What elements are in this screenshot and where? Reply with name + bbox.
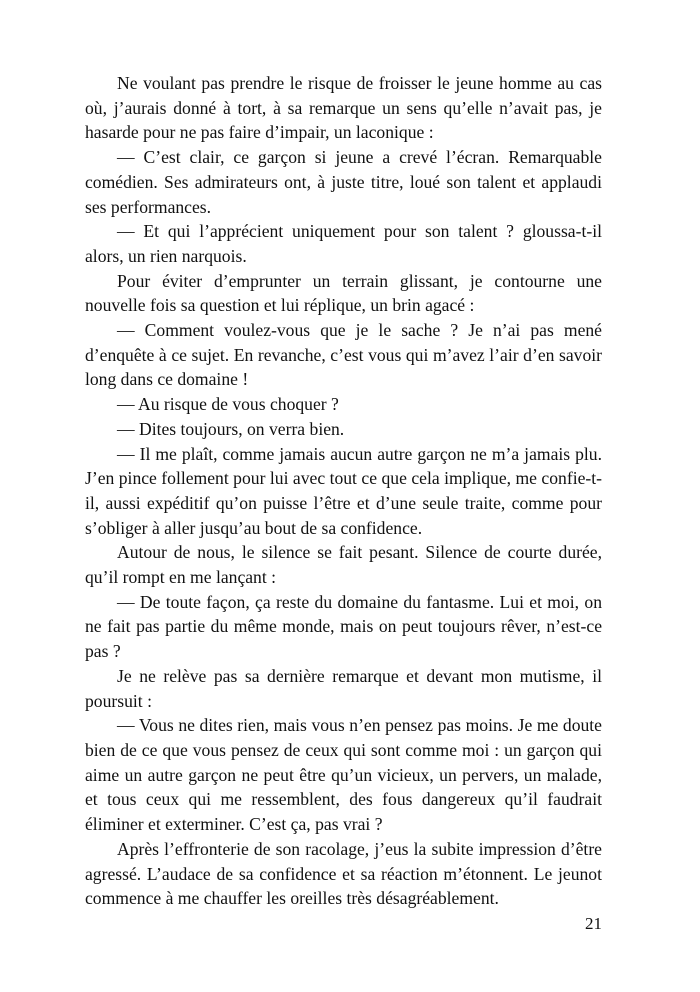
paragraph: Après l’effronterie de son racolage, j’eus la subite impression d’être agressé. L’audace de sa confidence et sa réaction m’étonnent. Le jeunot commence à me chauffer les oreilles très désagréablement. [85, 838, 602, 909]
page-number: 21 [585, 914, 602, 933]
paragraph: — Il me plaît, comme jamais aucun autre garçon ne m’a jamais plu. J’en pince follement pour lui avec tout ce que cela implique, me confie-t-il, aussi expéditif qu’on puisse l’être et d’une seule traite, comme pour s’obliger à aller jusqu’au bout de sa confidence. [85, 443, 602, 538]
paragraph: — Vous ne dites rien, mais vous n’en pensez pas moins. Je me doute bien de ce que vous pensez de ceux qui sont comme moi : un garçon qui aime un autre garçon ne peut être qu’un vicieux, un pervers, un malade, et tous ceux qui me ressemblent, des fous dangereux qu’il faudrait éliminer et exterminer. C’est ça, pas vrai ? [85, 715, 602, 835]
page-body [85, 71, 602, 911]
paragraph: Ne voulant pas prendre le risque de froisser le jeune homme au cas où, j’aurais donné à tort, à sa remarque un sens qu’elle n’avait pas, je hasarde pour ne pas faire d’impair, un laconique : [85, 73, 602, 143]
paragraph: Je ne relève pas sa dernière remarque et devant mon mutisme, il poursuit : [85, 665, 602, 711]
paragraph: — Et qui l’apprécient uniquement pour son talent ? gloussa-t-il alors, un rien narquois. [85, 221, 602, 266]
paragraph: — De toute façon, ça reste du domaine du fantasme. Lui et moi, on ne fait pas partie du même monde, mais on peut toujours rêver, n’est-ce pas ? [85, 591, 602, 662]
paragraph: Autour de nous, le silence se fait pesant. Silence de courte durée, qu’il rompt en me lançant : [85, 542, 602, 588]
paragraph: — Au risque de vous choquer ? [117, 394, 339, 415]
paragraph: — C’est clair, ce garçon si jeune a crevé l’écran. Remarquable comédien. Ses admirateurs ont, à juste titre, loué son talent et applaudi ses performances. [85, 147, 602, 217]
paragraph: Pour éviter d’emprunter un terrain glissant, je contourne une nouvelle fois sa question et lui réplique, un brin agacé : [85, 270, 602, 316]
paragraph: — Dites toujours, on verra bien. [117, 418, 345, 439]
paragraph: — Comment voulez-vous que je le sache ? Je n’ai pas mené d’enquête à ce sujet. En revanche, c’est vous qui m’avez l’air d’en savoir long dans ce domaine ! [85, 320, 602, 390]
